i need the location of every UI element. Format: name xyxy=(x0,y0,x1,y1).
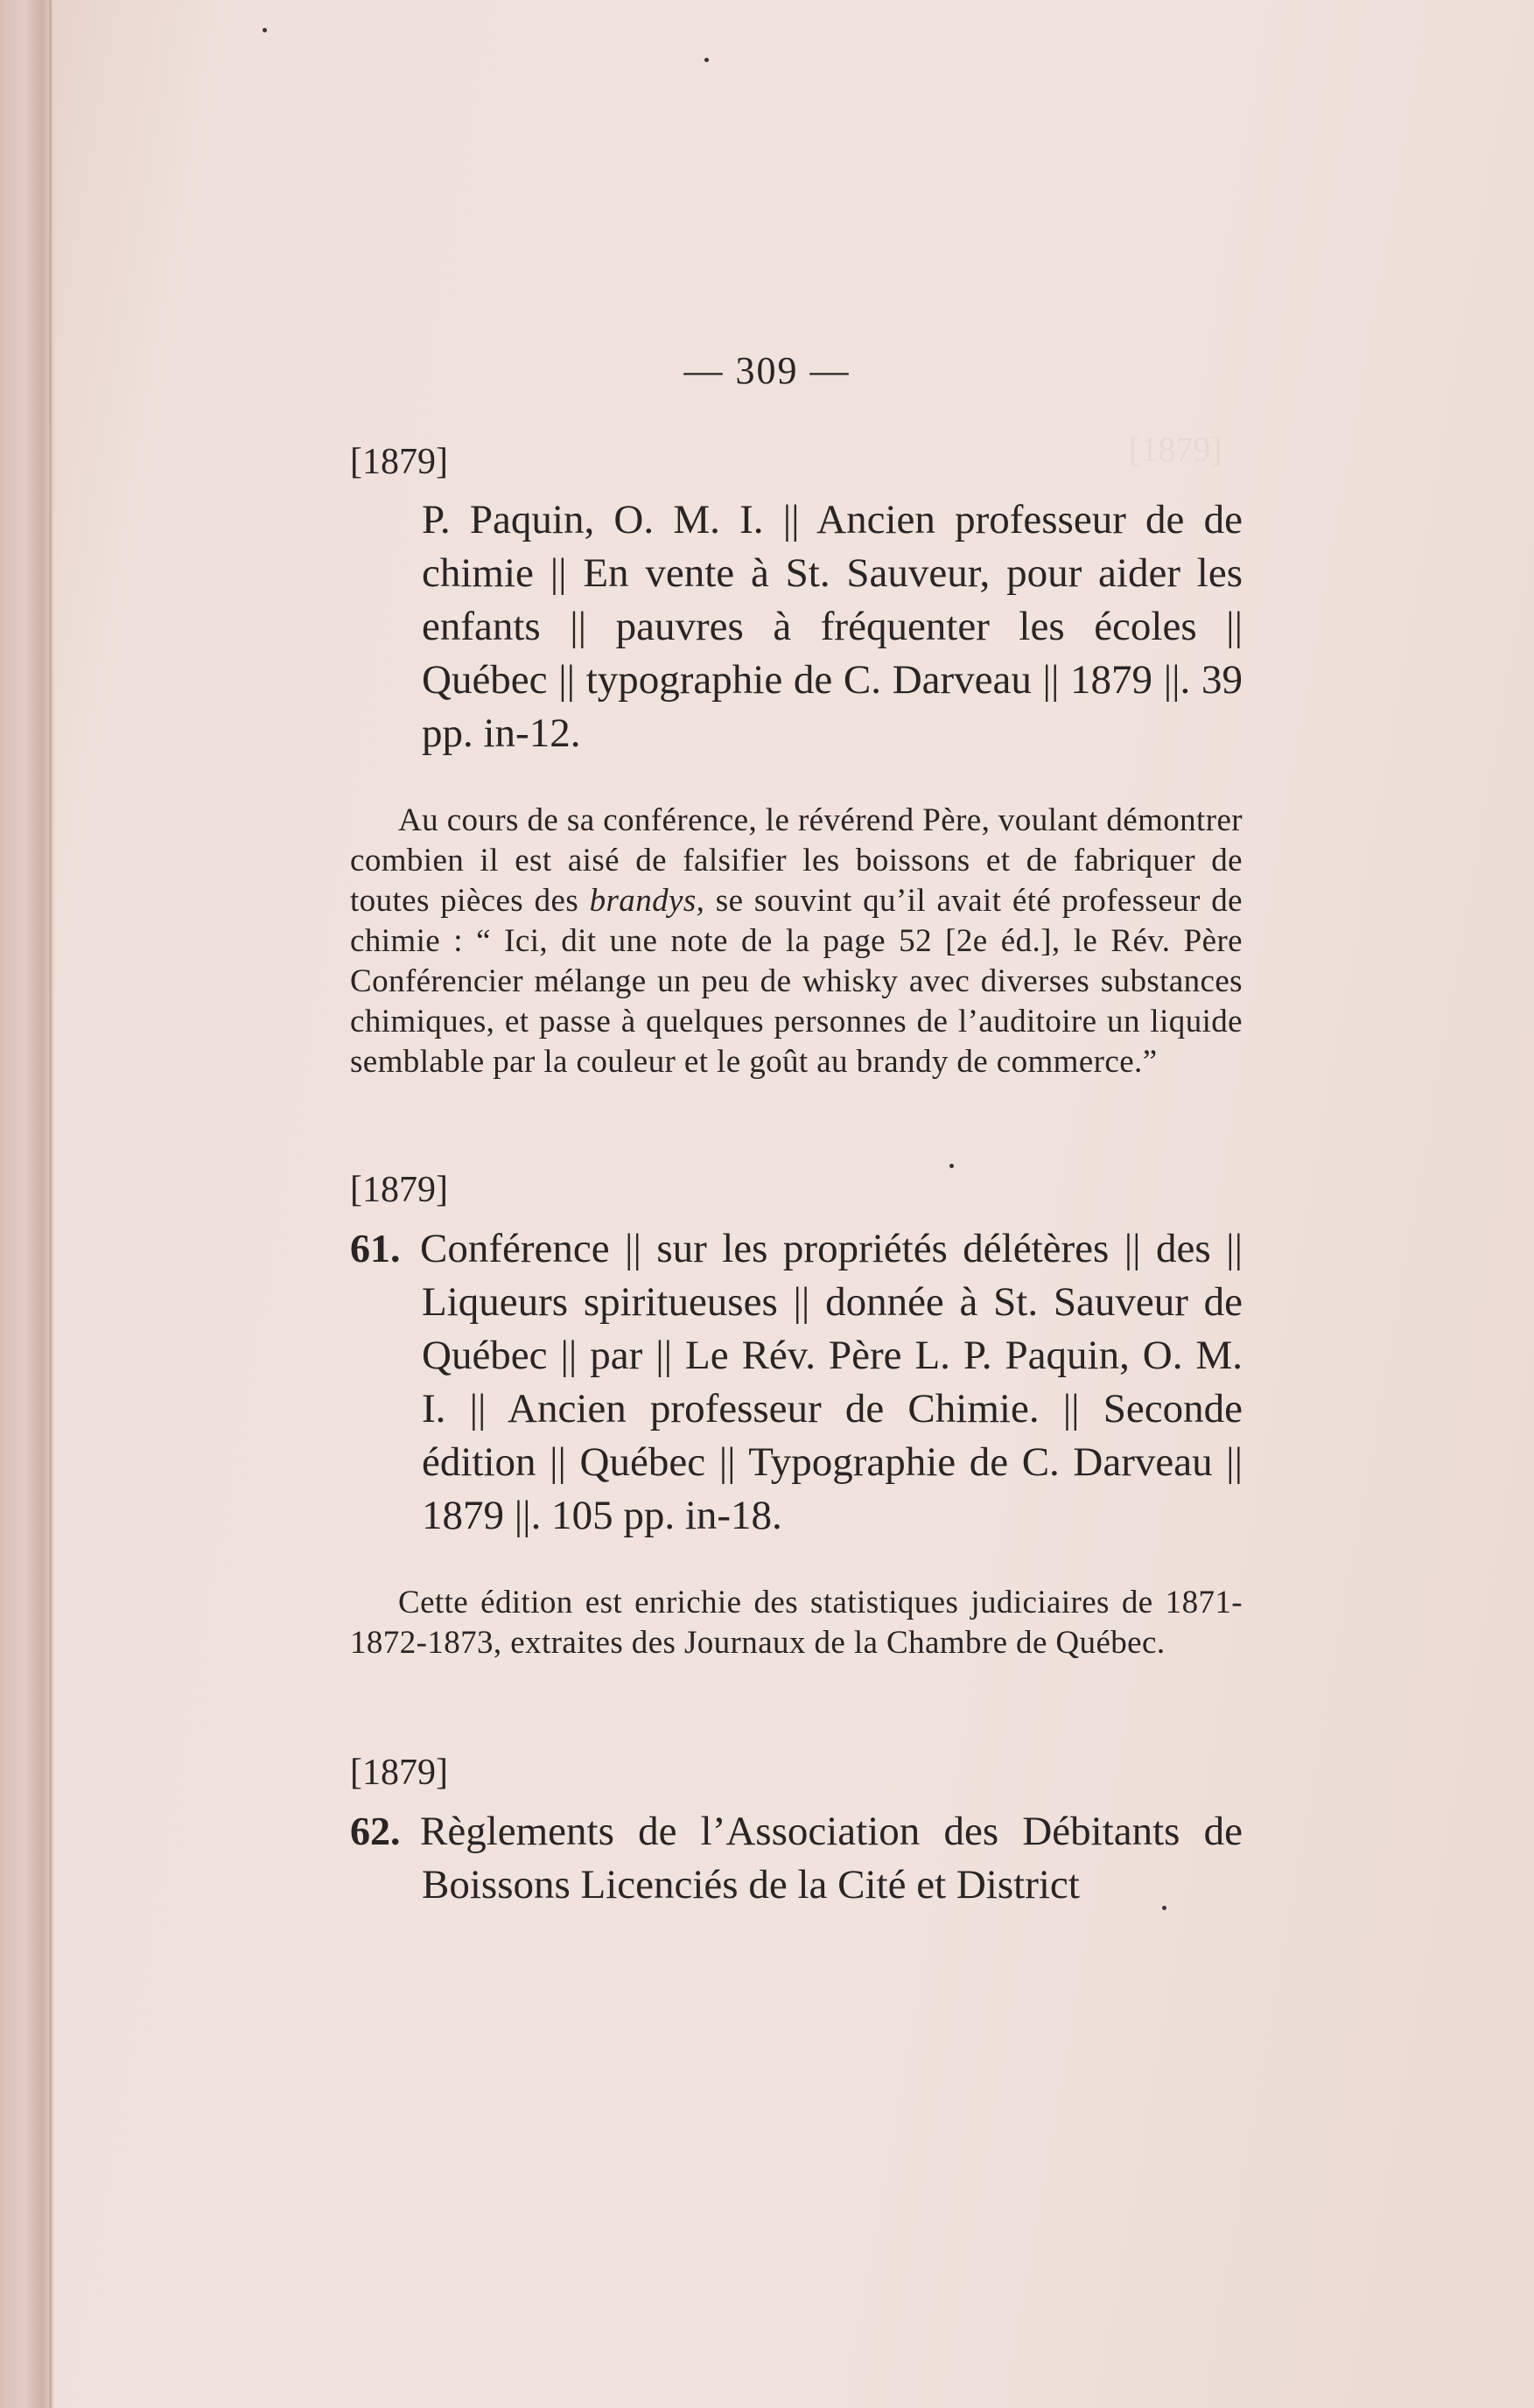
speck xyxy=(949,1164,954,1168)
entry-title: P. Paquin, O. M. I. || Ancien professeur de de chimie || En vente à St. Sauveur, pour aider les enfants || pauvres à fréquenter les écoles || Québec || typographie de C. Darveau || 1879 ||. 39 pp. in-12. xyxy=(422,497,1243,756)
entry-62 xyxy=(350,1748,1243,1912)
note-text: Au cours de sa conférence, le révérend Père, voulant démontrer combien il est aisé de falsifier les boissons et de fabriquer de toutes pièces des xyxy=(350,802,1243,919)
entry-date: [1879] xyxy=(350,1753,448,1793)
entry-note: Cette édition est enrichie des statistiques judiciaires de 1871-1872-1873, extraites des Journaux de la Chambre de Québec. xyxy=(350,1585,1243,1661)
speck xyxy=(263,28,267,32)
page-number: — 309 — xyxy=(683,349,851,392)
note-italic: brandys, xyxy=(589,883,705,919)
entry-note xyxy=(350,801,1243,1082)
entry-title-text: Conférence || sur les propriétés délétères || des || Liqueurs spiritueuses || donnée à St. Sauveur de Québec || par || Le Rév. Père L. P. Paquin, O. M. I. || Ancien professeur de Chimie. || Seconde édition || Québec || Typographie de C. Darveau || 1879 ||. 105 pp. in-18. xyxy=(420,1226,1243,1538)
show-through: [1879] xyxy=(1129,430,1222,469)
note-text: se souvint qu’il avait été professeur de chimie : “ Ici, dit une note de la page 52 [2e éd.], le Rév. Père Conférencier mélange un peu de whisky avec diverses substances chimiques, et passe à quelques personnes de l’auditoire un liquide semblable par la couleur et le goût au brandy de commerce.” xyxy=(350,883,1243,1080)
entry-title-text: Règlements de l’Association des Débitants de Boissons Licenciés de la Cité et District xyxy=(420,1809,1243,1908)
speck xyxy=(1162,1906,1166,1910)
entry-title xyxy=(350,1222,1243,1543)
entry-continued xyxy=(350,438,1243,1082)
entry-61 xyxy=(350,1166,1243,1663)
entry-number: 61. xyxy=(350,1226,401,1270)
entry-date: [1879] xyxy=(350,1170,448,1210)
entry-title xyxy=(350,1804,1243,1912)
entry-date: [1879] xyxy=(350,442,448,482)
speck xyxy=(704,58,709,62)
entry-number: 62. xyxy=(350,1809,401,1853)
